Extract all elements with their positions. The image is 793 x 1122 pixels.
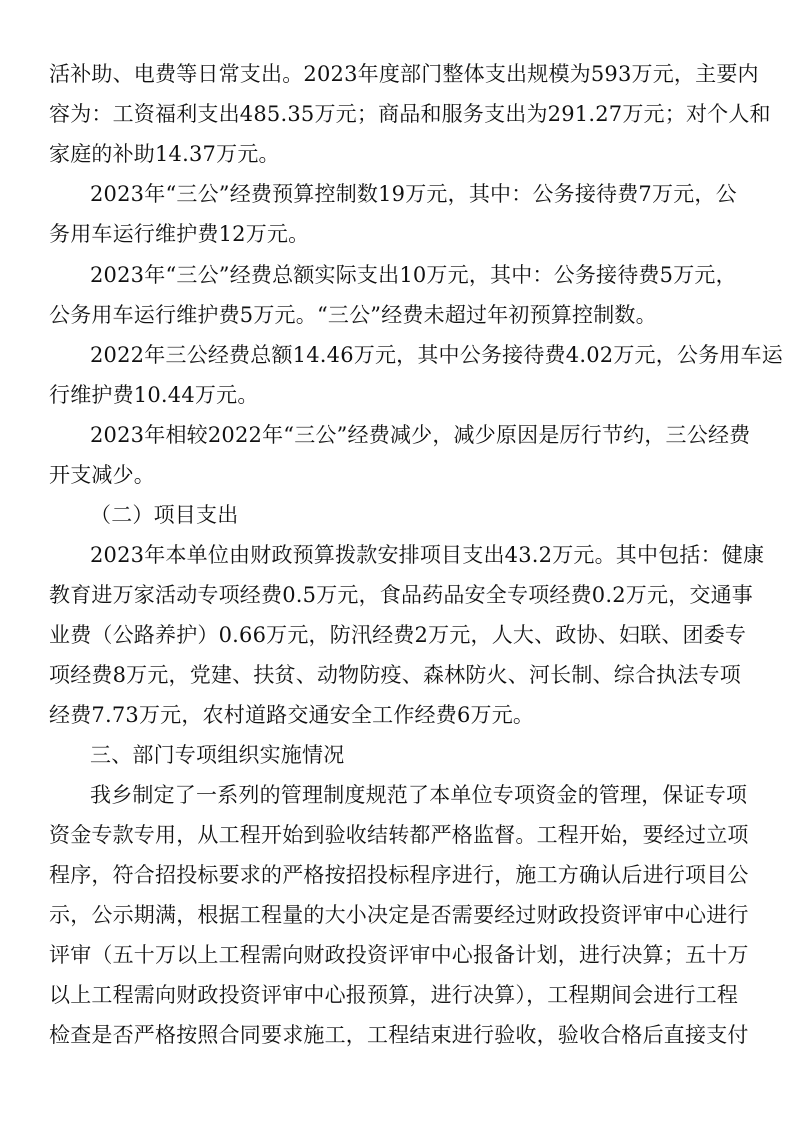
section-heading: （二）项目支出: [90, 503, 239, 527]
text-line: 行维护费10.44万元。: [49, 383, 259, 407]
paragraph-first-line: 2023年“三公”经费预算控制数19万元，其中：公务接待费7万元，公: [90, 182, 737, 206]
text-line: 示，公示期满，根据工程量的大小决定是否需要经过财政投资评审中心进行: [49, 903, 749, 927]
paragraph-first-line: 我乡制定了一系列的管理制度规范了本单位专项资金的管理，保证专项: [90, 783, 748, 807]
text-line: 教育进万家活动专项经费0.5万元，食品药品安全专项经费0.2万元，交通事: [49, 583, 753, 607]
text-line: 资金专款专用，从工程开始到验收结转都严格监督。工程开始，要经过立项: [49, 823, 749, 847]
text-line: 家庭的补助14.37万元。: [49, 142, 280, 166]
paragraph-first-line: 2023年本单位由财政预算拨款安排项目支出43.2万元。其中包括：健康: [90, 543, 765, 567]
text-line: 经费7.73万元，农村道路交通安全工作经费6万元。: [49, 703, 535, 727]
text-line: 活补助、电费等日常支出。2023年度部门整体支出规模为593万元，主要内: [49, 62, 759, 86]
text-line: 程序，符合招投标要求的严格按招投标程序进行，施工方确认后进行项目公: [49, 863, 749, 887]
text-line: 评审（五十万以上工程需向财政投资评审中心报备计划，进行决算；五十万: [49, 943, 749, 967]
paragraph-first-line: 2023年“三公”经费总额实际支出10万元，其中：公务接待费5万元，: [90, 263, 737, 287]
text-line: 务用车运行维护费12万元。: [49, 222, 310, 246]
text-line: 公务用车运行维护费5万元。“三公”经费未超过年初预算控制数。: [49, 303, 657, 327]
section-heading: 三、部门专项组织实施情况: [90, 743, 345, 767]
text-line: 开支减少。: [49, 463, 155, 487]
text-line: 项经费8万元，党建、扶贫、动物防疫、森林防火、河长制、综合执法专项: [49, 663, 741, 687]
paragraph-first-line: 2023年相较2022年“三公”经费减少，减少原因是厉行节约，三公经费: [90, 423, 751, 447]
paragraph-first-line: 2022年三公经费总额14.46万元，其中公务接待费4.02万元，公务用车运: [90, 343, 783, 367]
text-line: 容为：工资福利支出485.35万元；商品和服务支出为291.27万元；对个人和: [49, 102, 771, 126]
text-line: 检查是否严格按照合同要求施工，工程结束进行验收，验收合格后直接支付: [49, 1023, 749, 1047]
text-line: 业费（公路养护）0.66万元，防汛经费2万元，人大、政协、妇联、团委专: [49, 623, 747, 647]
text-line: 以上工程需向财政投资评审中心报预算，进行决算），工程期间会进行工程: [49, 983, 739, 1007]
